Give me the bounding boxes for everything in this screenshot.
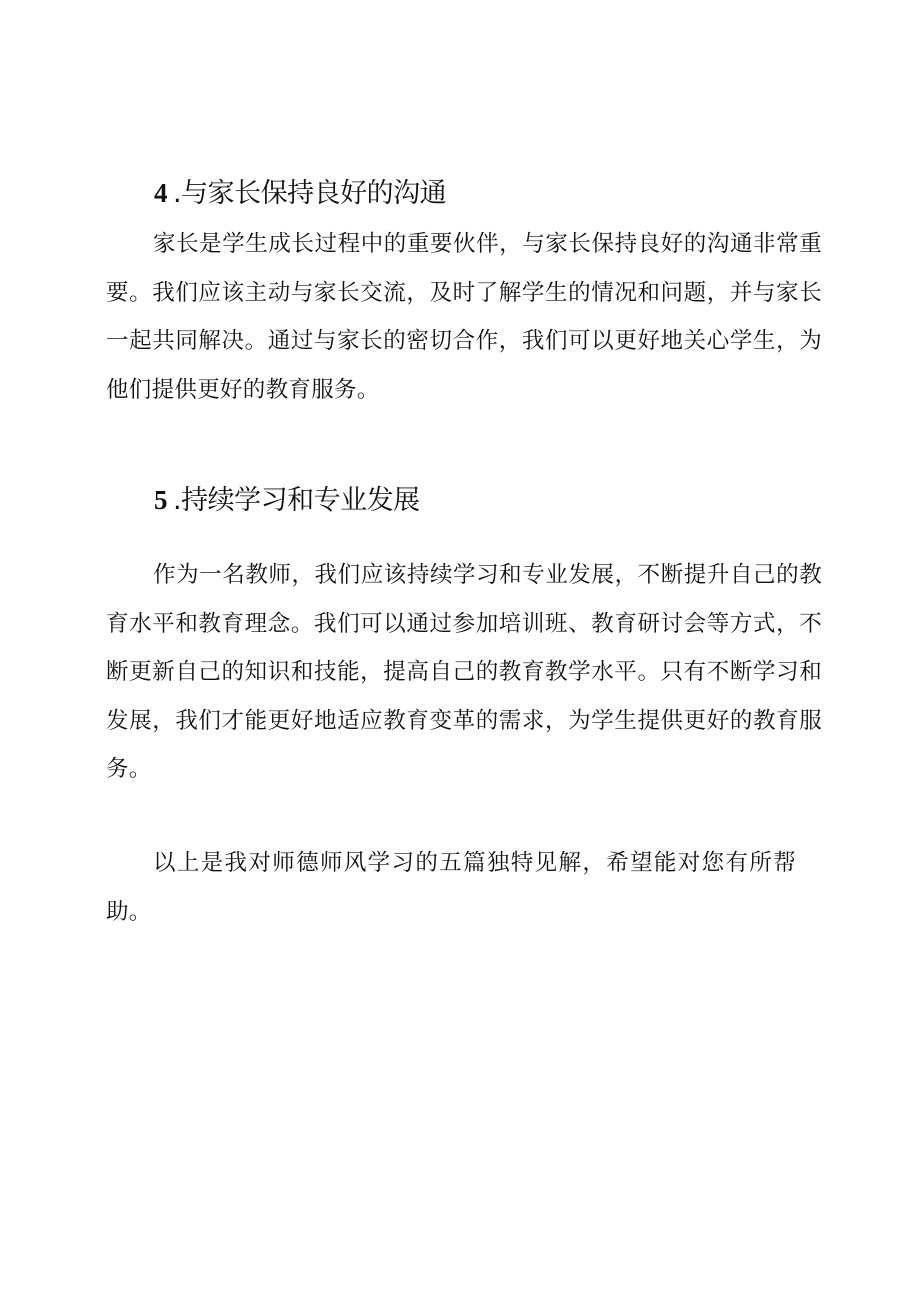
section-4-title: .与家长保持良好的沟通 xyxy=(173,178,447,209)
section-4-number: 4 xyxy=(154,178,167,208)
closing-paragraph: 以上是我对师德师风学习的五篇独特见解，希望能对您有所帮助。 xyxy=(106,850,796,925)
section-4-heading xyxy=(154,176,446,211)
section-5-heading xyxy=(154,483,420,518)
section-5-title: .持续学习和专业发展 xyxy=(173,485,420,516)
section-4-paragraph: 家长是学生成长过程中的重要伙伴，与家长保持良好的沟通非常重要。我们应该主动与家长交流，及时了解学生的情况和问题，并与家长一起共同解决。通过与家长的密切合作，我们可以更好地关心学生，为他们提供更好的教育服务。 xyxy=(106,231,822,403)
section-5-number: 5 xyxy=(154,485,167,515)
section-5-paragraph: 作为一名教师，我们应该持续学习和专业发展，不断提升自己的教育水平和教育理念。我们可以通过参加培训班、教育研讨会等方式，不断更新自己的知识和技能，提高自己的教育教学水平。只有不断学习和发展，我们才能更好地适应教育变革的需求，为学生提供更好的教育服务。 xyxy=(106,562,822,782)
